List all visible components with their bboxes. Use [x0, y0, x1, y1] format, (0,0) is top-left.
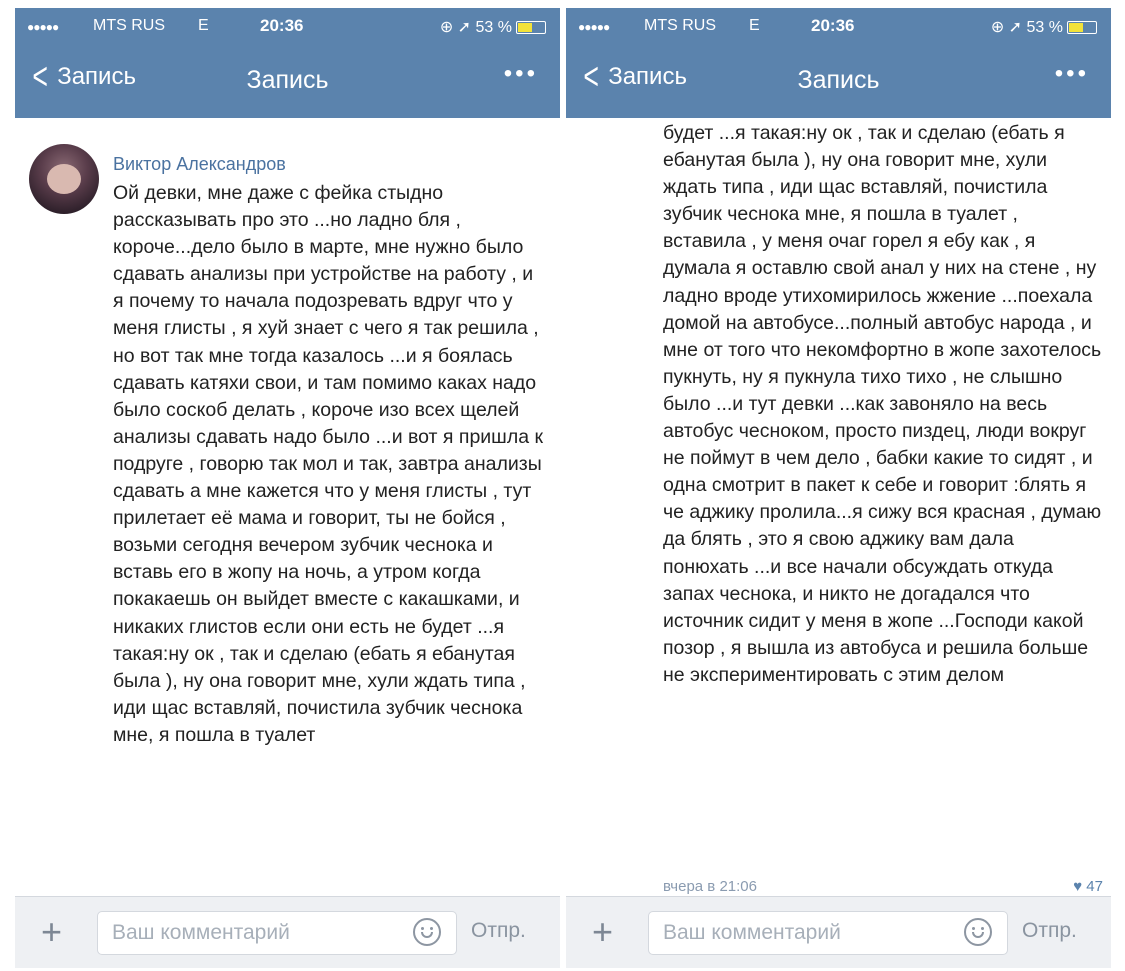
nav-bar: [15, 46, 560, 118]
post-content: [15, 118, 560, 896]
signal-dots: ●●●●●: [578, 20, 610, 34]
post-text: будет ...я такая:ну ок , так и сделаю (ебать я ебанутая была ), ну она говорит мне, хули ждать типа , иди щас вставляй, почистила зубчик чеснока мне, я пошла в туалет , вставила , у меня очаг горел я ебу как , я думала я оставлю свой анал у них на стене , ну ладно вроде утихомирилось жжение ...поехала домой на автобусе...полный автобус народа , и мне от того что некомфортно в жопе захотелось пукнуть, ну я пукнула тихо тихо , не слышно было ...и тут девки ...как завоняло на весь автобус чесноком, просто пиздец, люди вокруг не поймут в чем дело , бабки какие то сидят , и одна смотрит в пакет к себе и говорит :блять я че аджику пролила...я сижу вся красная , думаю да блять , это я свою аджику вам дала понюхать ...и все начали обсуждать откуда запах чеснока, и никто не догадался что источник сидит у меня в жопе ...Господи какой позор , я вышла из автобуса и решила больше не экспериментировать с этим делом: [663, 122, 1102, 686]
carrier-name: MTS RUS: [644, 17, 716, 34]
more-options-icon[interactable]: •••: [503, 60, 538, 87]
signal-dots: ●●●●●: [27, 20, 59, 34]
comment-bar: [566, 896, 1111, 968]
header: [566, 8, 1111, 118]
attach-plus-icon[interactable]: +: [592, 911, 614, 952]
post-meta: [663, 878, 1103, 895]
avatar[interactable]: [29, 144, 99, 214]
status-bar: [15, 8, 560, 46]
page-title: Запись: [797, 66, 880, 94]
emoji-icon[interactable]: [413, 918, 441, 946]
status-indicators: [440, 17, 546, 37]
screen-left: [15, 8, 560, 968]
more-options-icon[interactable]: •••: [1054, 60, 1089, 87]
clock: 20:36: [811, 16, 855, 35]
chevron-left-icon: <: [583, 56, 599, 98]
post-text: Ой девки, мне даже с фейка стыдно рассказывать про это ...но ладно бля , короче...дело было в марте, мне нужно было сдавать анализы при устройстве на работу , и я почему то начала подозревать вдруг что у меня глисты , я хуй знает с чего я так решила , но вот так мне тогда казалось ...и я боялась сдавать катяхи свои, и там помимо каках надо было соскоб делать , короче изо всех щелей анализы сдавать надо было ...и вот я пришла к подруге , говорю так мол и так, завтра анализы сдавать а мне кажется что у меня глисты , тут прилетает её мама и говорит, ты не бойся , возьми сегодня вечером зубчик чеснока и вставь его в жопу на ночь, а утром когда покакаешь он выйдет вместе с какашками, и никаких глистов если они есть не будет ...я такая:ну ок , так и сделаю (ебать я ебанутая была ), ну она говорит мне, хули ждать типа , иди щас вставляй, почистила зубчик чеснока мне, я пошла в туалет: [113, 182, 543, 746]
attach-plus-icon[interactable]: +: [41, 911, 63, 952]
send-button[interactable]: Отпр.: [1022, 919, 1077, 942]
back-label: Запись: [608, 63, 687, 90]
send-button[interactable]: Отпр.: [471, 919, 526, 942]
comment-input[interactable]: [648, 911, 1008, 955]
battery-percent: ⊕ ➚ 53 %: [990, 19, 1063, 36]
network-type: E: [198, 17, 209, 34]
emoji-icon[interactable]: [964, 918, 992, 946]
nav-bar: [566, 46, 1111, 118]
clock: 20:36: [260, 16, 304, 35]
page-title: Запись: [246, 66, 329, 94]
post-timestamp: вчера в 21:06: [663, 878, 757, 895]
comment-input[interactable]: [97, 911, 457, 955]
comment-bar: [15, 896, 560, 968]
header: [15, 8, 560, 118]
network-type: E: [749, 17, 760, 34]
author-name[interactable]: Виктор Александров: [113, 154, 286, 174]
battery-icon: [516, 21, 546, 34]
chevron-left-icon: <: [32, 56, 48, 98]
carrier-name: MTS RUS: [93, 17, 165, 34]
battery-percent: ⊕ ➚ 53 %: [439, 19, 512, 36]
status-bar: [566, 8, 1111, 46]
post-content: [566, 118, 1111, 896]
back-label: Запись: [57, 63, 136, 90]
screen-right: [566, 8, 1111, 968]
battery-icon: [1067, 21, 1097, 34]
status-indicators: [991, 17, 1097, 37]
like-count[interactable]: ♥ 47: [1073, 878, 1103, 895]
